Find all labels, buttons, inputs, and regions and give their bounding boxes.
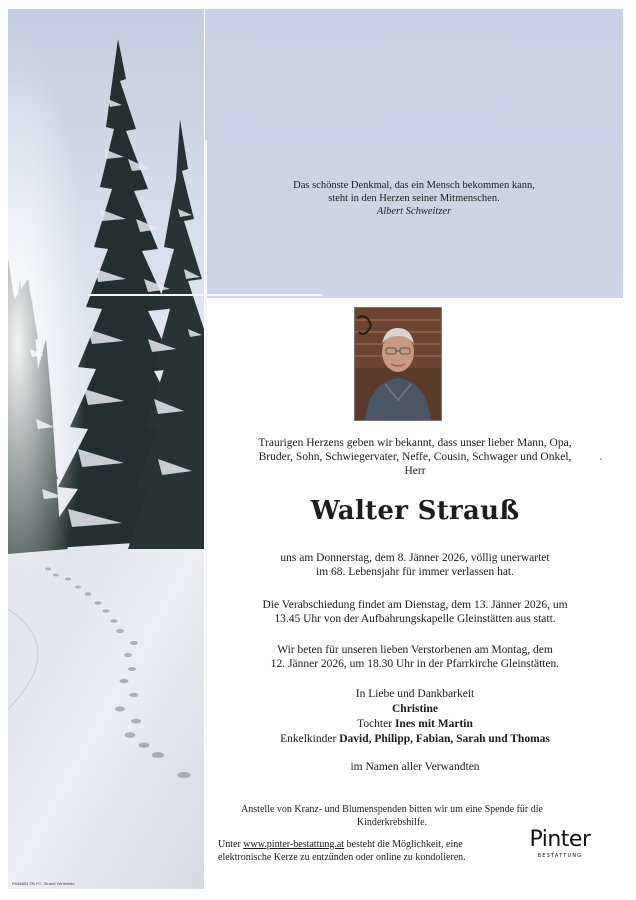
farewell-line-2: 13.45 Uhr von der Aufbahrungskapelle Gleinstätten aus statt. [274,613,556,625]
quote-band [205,9,623,298]
portrait-photo [354,307,442,421]
announcement-line-2: Bruder, Sohn, Schwiegervater, Neffe, Cousin, Schwager und Onkel, [258,451,572,463]
passing-line-2: im 68. Lebensjahr für immer verlassen hat. [316,566,514,578]
mourner-grandchildren: David, Philipp, Fabian, Sarah und Thomas [339,733,550,745]
fold-mark [600,458,602,460]
mourner-daughter: Ines mit Martin [394,718,473,730]
mourners-list [207,687,623,747]
logo-subtitle: BESTATTUNG [537,853,583,859]
online-line-2: elektronische Kerze zu entzünden oder online zu kondolieren. [218,852,466,863]
online-suffix: besteht die Möglichkeit, eine [344,839,463,850]
prayer-text [207,643,623,671]
winter-forest-photo [8,9,204,889]
pinter-logo [524,829,596,859]
deceased-name: Walter Strauß [310,496,520,526]
farewell-text [207,598,623,626]
farewell-line-1: Die Verabschiedung findet am Dienstag, dem 13. Jänner 2026, um [262,599,568,611]
relatives-text: im Namen aller Verwandten [350,761,480,773]
quote-author: Albert Schweitzer [376,206,452,217]
quote-line-1: Das schönste Denkmal, das ein Mensch bekommen kann, [293,180,535,191]
cross-horizontal [88,294,323,296]
quote-line-2: steht in den Herzen seiner Mitmenschen. [328,193,500,204]
prayer-line-1: Wir beten für unseren lieben Verstorbenen am Montag, dem [277,644,553,656]
announcement [207,436,623,478]
donation-line-2: Kinderkrebshilfe. [356,817,428,828]
prayer-line-2: 12. Jänner 2026, um 18.30 Uhr in der Pfarrkirche Gleinstätten. [270,658,560,670]
announcement-line-1: Traurigen Herzens geben wir bekannt, dass unser lieber Mann, Opa, [258,437,572,449]
mourners-intro: In Liebe und Dankbarkeit [355,688,475,700]
quote [205,179,623,218]
photo-credit: R046834 ©B.FC. Strauß Winterbild [12,881,75,886]
online-prefix: Unter [218,839,244,850]
daughter-prefix: Tochter [357,718,395,730]
logo-word: Pinter [529,827,591,852]
website-link[interactable]: www.pinter-bestattung.at [243,839,345,850]
passing-line-1: uns am Donnerstag, dem 8. Jänner 2026, völlig unerwartet [280,552,550,564]
online-condolence-note [218,838,518,864]
announcement-line-3: Herr [404,465,426,477]
donation-text [214,803,570,829]
mourner-wife: Christine [392,703,438,715]
donation-line-1: Anstelle von Kranz- und Blumenspenden bitten wir um eine Spende für die [241,804,543,815]
grandchildren-prefix: Enkelkinder [280,733,340,745]
passing-text [207,551,623,579]
